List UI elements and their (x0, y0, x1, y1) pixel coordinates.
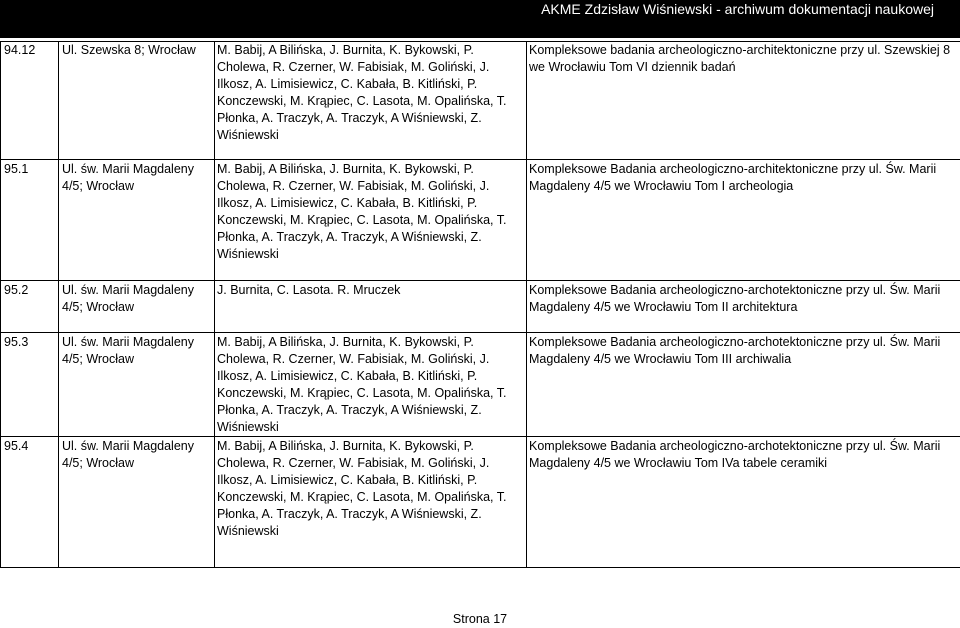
row-title: Kompleksowe Badania archeologiczno-archotektoniczne przy ul. Św. Marii Magdaleny 4/5 we Wrocławiu Tom III archiwalia (527, 333, 960, 437)
records-table (0, 41, 960, 568)
table-row (1, 437, 960, 568)
row-title: Kompleksowe Badania archeologiczno-archotektoniczne przy ul. Św. Marii Magdaleny 4/5 we Wrocławiu Tom II architektura (527, 281, 960, 333)
page-header-bar (0, 0, 960, 38)
row-authors: M. Babij, A Bilińska, J. Burnita, K. Bykowski, P. Cholewa, R. Czerner, W. Fabisiak, M. Goliński, J. Ilkosz, A. Limisiewicz, C. Kabała, B. Kitliński, P. Konczewski, M. Krąpiec, C. Lasota, M. Opalińska, T. Płonka, A. Traczyk, A. Traczyk, A Wiśniewski, Z. Wiśniewski (215, 333, 527, 437)
row-number: 95.4 (1, 437, 59, 568)
table-row (1, 281, 960, 333)
row-authors: J. Burnita, C. Lasota. R. Mruczek (215, 281, 527, 333)
page-header-title: AKME Zdzisław Wiśniewski - archiwum dokumentacji naukowej (541, 1, 934, 17)
row-location: Ul. Szewska 8; Wrocław (59, 42, 215, 160)
row-authors: M. Babij, A Bilińska, J. Burnita, K. Bykowski, P. Cholewa, R. Czerner, W. Fabisiak, M. Goliński, J. Ilkosz, A. Limisiewicz, C. Kabała, B. Kitliński, P. Konczewski, M. Krąpiec, C. Lasota, M. Opalińska, T. Płonka, A. Traczyk, A. Traczyk, A Wiśniewski, Z. Wiśniewski (215, 42, 527, 160)
row-title: Kompleksowe badania archeologiczno-architektoniczne przy ul. Szewskiej 8 we Wrocławiu Tom VI dziennik badań (527, 42, 960, 160)
row-location: Ul. św. Marii Magdaleny 4/5; Wrocław (59, 437, 215, 568)
row-title: Kompleksowe Badania archeologiczno-archotektoniczne przy ul. Św. Marii Magdaleny 4/5 we Wrocławiu Tom IVa tabele ceramiki (527, 437, 960, 568)
row-location: Ul. św. Marii Magdaleny 4/5; Wrocław (59, 281, 215, 333)
table-row (1, 333, 960, 437)
row-location: Ul. św. Marii Magdaleny 4/5; Wrocław (59, 333, 215, 437)
table-row (1, 160, 960, 281)
row-title: Kompleksowe Badania archeologiczno-architektoniczne przy ul. Św. Marii Magdaleny 4/5 we Wrocławiu Tom I archeologia (527, 160, 960, 281)
row-location: Ul. św. Marii Magdaleny 4/5; Wrocław (59, 160, 215, 281)
table-row (1, 42, 960, 160)
row-authors: M. Babij, A Bilińska, J. Burnita, K. Bykowski, P. Cholewa, R. Czerner, W. Fabisiak, M. Goliński, J. Ilkosz, A. Limisiewicz, C. Kabała, B. Kitliński, P. Konczewski, M. Krąpiec, C. Lasota, M. Opalińska, T. Płonka, A. Traczyk, A. Traczyk, A Wiśniewski, Z. Wiśniewski (215, 437, 527, 568)
row-number: 94.12 (1, 42, 59, 160)
page-number-footer: Strona 17 (452, 612, 508, 626)
row-number: 95.3 (1, 333, 59, 437)
row-number: 95.1 (1, 160, 59, 281)
row-number: 95.2 (1, 281, 59, 333)
row-authors: M. Babij, A Bilińska, J. Burnita, K. Bykowski, P. Cholewa, R. Czerner, W. Fabisiak, M. Goliński, J. Ilkosz, A. Limisiewicz, C. Kabała, B. Kitliński, P. Konczewski, M. Krąpiec, C. Lasota, M. Opalińska, T. Płonka, A. Traczyk, A. Traczyk, A Wiśniewski, Z. Wiśniewski (215, 160, 527, 281)
